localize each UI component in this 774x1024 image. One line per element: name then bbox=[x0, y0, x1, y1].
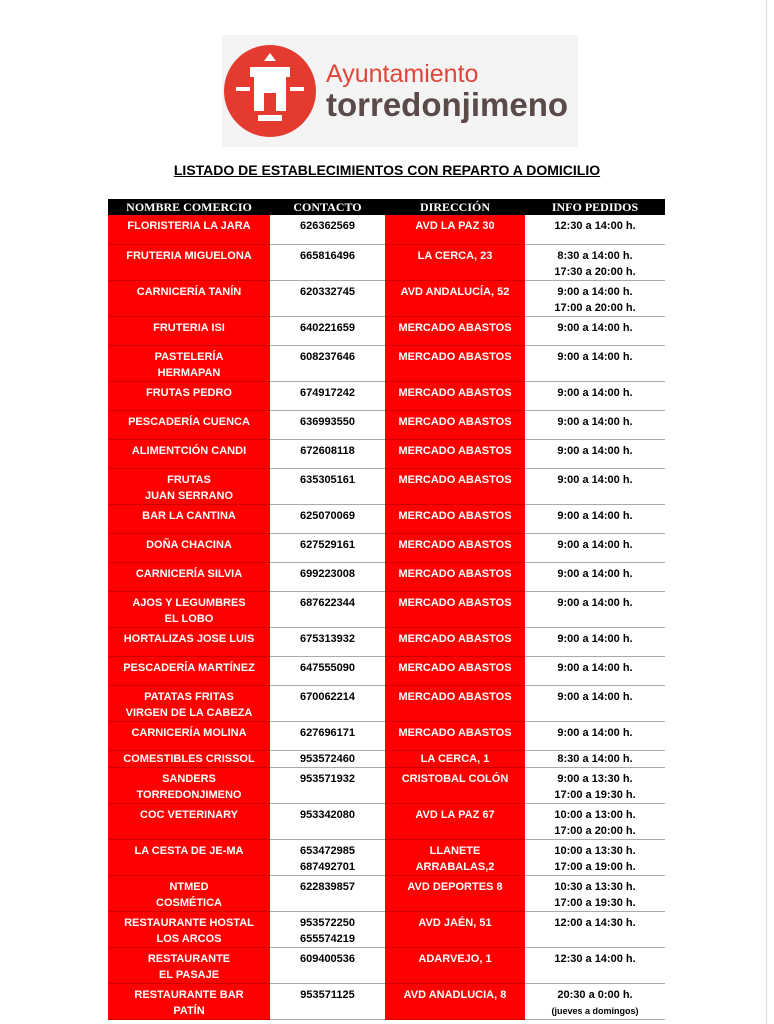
business-name: PASTELERÍA bbox=[154, 350, 224, 363]
business-name-cell bbox=[108, 750, 270, 767]
address-cell bbox=[385, 947, 525, 983]
business-name-cell bbox=[108, 504, 270, 533]
address: MERCADO ABASTOS bbox=[398, 386, 512, 399]
business-name: COSMÉTICA bbox=[156, 896, 222, 909]
table-row bbox=[108, 750, 665, 767]
contact-phone: 670062214 bbox=[299, 690, 356, 703]
business-name: ALIMENTCIÓN CANDI bbox=[131, 444, 247, 457]
contact-phone: 953572460 bbox=[299, 752, 356, 765]
business-name: VIRGEN DE LA CABEZA bbox=[125, 706, 253, 719]
business-name-cell bbox=[108, 875, 270, 911]
order-hours: 9:00 a 14:00 h. bbox=[557, 415, 633, 428]
order-hours: 9:00 a 14:00 h. bbox=[557, 321, 633, 334]
contact-phone: 625070069 bbox=[299, 509, 356, 522]
order-hours-cell bbox=[525, 983, 665, 1019]
order-hours: 9:00 a 14:00 h. bbox=[557, 690, 633, 703]
order-hours: 8:30 a 14:00 h. bbox=[557, 249, 633, 262]
table-row bbox=[108, 316, 665, 345]
business-name: COC VETERINARY bbox=[140, 808, 238, 821]
business-name: CARNICERÍA MOLINA bbox=[131, 726, 247, 739]
business-name: TORREDONJIMENO bbox=[136, 788, 242, 801]
table-row bbox=[108, 533, 665, 562]
address-cell bbox=[385, 767, 525, 803]
address-cell bbox=[385, 345, 525, 381]
address-cell bbox=[385, 381, 525, 410]
table-row bbox=[108, 983, 665, 1019]
contact-phone: 647555090 bbox=[299, 661, 356, 674]
business-name: JUAN SERRANO bbox=[144, 489, 233, 502]
order-hours-cell bbox=[525, 627, 665, 656]
order-hours: 9:00 a 14:00 h. bbox=[557, 596, 633, 609]
address: MERCADO ABASTOS bbox=[398, 726, 512, 739]
page-title: LISTADO DE ESTABLECIMIENTOS CON REPARTO A DOMICILIO bbox=[173, 162, 601, 178]
address: MERCADO ABASTOS bbox=[398, 473, 512, 486]
address-cell bbox=[385, 215, 525, 244]
order-hours: 12:00 a 14:30 h. bbox=[554, 916, 636, 929]
table-row bbox=[108, 803, 665, 839]
order-hours: 12:30 a 14:00 h. bbox=[554, 952, 636, 965]
order-hours: 9:00 a 14:00 h. bbox=[557, 350, 633, 363]
table-row bbox=[108, 468, 665, 504]
business-name: PATÍN bbox=[173, 1004, 205, 1017]
order-hours-cell bbox=[525, 439, 665, 468]
contact-phone: 608237646 bbox=[299, 350, 356, 363]
order-hours-cell bbox=[525, 803, 665, 839]
header-name: NOMBRE COMERCIO bbox=[108, 199, 270, 215]
header-contact: CONTACTO bbox=[270, 199, 385, 215]
table-row bbox=[108, 381, 665, 410]
ayuntamiento-logo bbox=[222, 35, 578, 147]
address: MERCADO ABASTOS bbox=[398, 321, 512, 334]
contact-phone: 953571932 bbox=[299, 772, 356, 785]
business-name-cell bbox=[108, 439, 270, 468]
order-hours: 20:30 a 0:00 h. bbox=[557, 988, 633, 1001]
contact-phone: 675313932 bbox=[299, 632, 356, 645]
address: MERCADO ABASTOS bbox=[398, 596, 512, 609]
contact-phone: 635305161 bbox=[299, 473, 356, 486]
order-hours-cell bbox=[525, 562, 665, 591]
business-name: FLORISTERIA LA JARA bbox=[127, 220, 251, 232]
contact-phone-cell bbox=[270, 439, 385, 468]
address-cell bbox=[385, 983, 525, 1019]
table-row bbox=[108, 685, 665, 721]
address-cell bbox=[385, 685, 525, 721]
address-cell bbox=[385, 439, 525, 468]
table-row bbox=[108, 656, 665, 685]
address-cell bbox=[385, 839, 525, 875]
contact-phone-cell bbox=[270, 875, 385, 911]
order-hours: 17:00 a 20:00 h. bbox=[554, 824, 636, 837]
order-hours: 10:30 a 13:30 h. bbox=[554, 880, 636, 893]
order-hours-cell bbox=[525, 504, 665, 533]
business-name: LA CESTA DE JE-MA bbox=[134, 844, 244, 857]
business-name: FRUTAS bbox=[167, 473, 211, 486]
contact-phone: 687492701 bbox=[299, 860, 356, 873]
contact-phone-cell bbox=[270, 562, 385, 591]
table-row bbox=[108, 627, 665, 656]
business-name: FRUTERIA ISI bbox=[153, 321, 225, 334]
address: MERCADO ABASTOS bbox=[398, 444, 512, 457]
order-hours-cell bbox=[525, 244, 665, 280]
order-hours-cell bbox=[525, 767, 665, 803]
contact-phone: 622839857 bbox=[299, 880, 356, 893]
address-cell bbox=[385, 410, 525, 439]
order-hours-cell bbox=[525, 345, 665, 381]
contact-phone: 653472985 bbox=[299, 844, 356, 857]
contact-phone-cell bbox=[270, 280, 385, 316]
order-hours: 9:00 a 14:00 h. bbox=[557, 444, 633, 457]
table-row bbox=[108, 410, 665, 439]
address: MERCADO ABASTOS bbox=[398, 350, 512, 363]
table-row bbox=[108, 721, 665, 750]
order-hours: 17:00 a 19:30 h. bbox=[554, 896, 636, 909]
contact-phone: 699223008 bbox=[299, 567, 356, 580]
order-hours-cell bbox=[525, 410, 665, 439]
contact-phone-cell bbox=[270, 468, 385, 504]
order-hours: 17:00 a 19:30 h. bbox=[554, 788, 636, 801]
table-row bbox=[108, 345, 665, 381]
order-hours: 9:00 a 14:00 h. bbox=[557, 726, 633, 739]
table-row bbox=[108, 591, 665, 627]
establishments-table bbox=[108, 199, 665, 1020]
order-hours-cell bbox=[525, 215, 665, 244]
business-name: PESCADERÍA MARTÍNEZ bbox=[123, 661, 255, 674]
address-cell bbox=[385, 750, 525, 767]
table-row bbox=[108, 839, 665, 875]
contact-phone-cell bbox=[270, 627, 385, 656]
contact-phone: 953572250 bbox=[299, 916, 356, 929]
table-row bbox=[108, 244, 665, 280]
contact-phone-cell bbox=[270, 504, 385, 533]
contact-phone: 687622344 bbox=[299, 596, 356, 609]
contact-phone: 609400536 bbox=[299, 952, 356, 965]
order-hours: 8:30 a 14:00 h. bbox=[557, 752, 633, 765]
town-seal-icon bbox=[224, 45, 316, 137]
contact-phone-cell bbox=[270, 244, 385, 280]
address: MERCADO ABASTOS bbox=[398, 567, 512, 580]
order-hours: 10:00 a 13:30 h. bbox=[554, 844, 636, 857]
address-cell bbox=[385, 244, 525, 280]
header-address: DIRECCIÓN bbox=[385, 199, 525, 215]
contact-phone-cell bbox=[270, 839, 385, 875]
address: MERCADO ABASTOS bbox=[398, 509, 512, 522]
contact-phone-cell bbox=[270, 750, 385, 767]
address-cell bbox=[385, 533, 525, 562]
business-name: FRUTERIA MIGUELONA bbox=[126, 249, 252, 262]
contact-phone-cell bbox=[270, 983, 385, 1019]
address-cell bbox=[385, 875, 525, 911]
address-cell bbox=[385, 316, 525, 345]
table-row bbox=[108, 504, 665, 533]
order-hours: 9:00 a 14:00 h. bbox=[557, 285, 633, 298]
address: MERCADO ABASTOS bbox=[398, 415, 512, 428]
business-name-cell bbox=[108, 947, 270, 983]
order-hours-cell bbox=[525, 533, 665, 562]
order-hours-cell bbox=[525, 911, 665, 947]
address: LA CERCA, 23 bbox=[417, 249, 493, 262]
business-name-cell bbox=[108, 244, 270, 280]
address-cell bbox=[385, 803, 525, 839]
order-hours-cell bbox=[525, 468, 665, 504]
business-name: BAR LA CANTINA bbox=[142, 509, 236, 522]
contact-phone: 655574219 bbox=[299, 932, 356, 945]
address: MERCADO ABASTOS bbox=[398, 690, 512, 703]
order-hours: (jueves a domingos) bbox=[551, 1005, 639, 1016]
business-name-cell bbox=[108, 591, 270, 627]
contact-phone-cell bbox=[270, 656, 385, 685]
order-hours: 9:00 a 13:30 h. bbox=[557, 772, 633, 785]
order-hours-cell bbox=[525, 591, 665, 627]
order-hours: 17:00 a 19:00 h. bbox=[554, 860, 636, 873]
address: AVD LA PAZ 67 bbox=[415, 808, 495, 821]
business-name-cell bbox=[108, 468, 270, 504]
business-name: PESCADERÍA CUENCA bbox=[128, 415, 250, 428]
business-name: EL LOBO bbox=[164, 612, 214, 625]
address-cell bbox=[385, 627, 525, 656]
order-hours-cell bbox=[525, 839, 665, 875]
address: AVD JAÉN, 51 bbox=[418, 916, 492, 929]
business-name: RESTAURANTE BAR bbox=[134, 988, 244, 1001]
address-cell bbox=[385, 504, 525, 533]
contact-phone-cell bbox=[270, 345, 385, 381]
header-hours: INFO PEDIDOS bbox=[525, 199, 665, 215]
table-header bbox=[108, 199, 665, 215]
order-hours: 17:30 a 20:00 h. bbox=[554, 265, 636, 278]
contact-phone: 953571125 bbox=[300, 988, 355, 1001]
business-name-cell bbox=[108, 983, 270, 1019]
contact-phone-cell bbox=[270, 316, 385, 345]
business-name-cell bbox=[108, 410, 270, 439]
order-hours-cell bbox=[525, 947, 665, 983]
business-name: FRUTAS PEDRO bbox=[146, 386, 232, 399]
order-hours-cell bbox=[525, 381, 665, 410]
address-cell bbox=[385, 911, 525, 947]
business-name-cell bbox=[108, 280, 270, 316]
business-name-cell bbox=[108, 685, 270, 721]
order-hours-cell bbox=[525, 750, 665, 767]
address: ADARVEJO, 1 bbox=[418, 952, 492, 965]
order-hours: 9:00 a 14:00 h. bbox=[557, 509, 633, 522]
order-hours: 9:00 a 14:00 h. bbox=[557, 632, 633, 645]
business-name-cell bbox=[108, 533, 270, 562]
address: AVD DEPORTES 8 bbox=[407, 880, 503, 893]
contact-phone: 627696171 bbox=[299, 726, 356, 739]
contact-phone-cell bbox=[270, 215, 385, 244]
business-name-cell bbox=[108, 562, 270, 591]
business-name: PATATAS FRITAS bbox=[144, 690, 234, 703]
order-hours-cell bbox=[525, 316, 665, 345]
contact-phone: 620332745 bbox=[299, 285, 356, 298]
business-name-cell bbox=[108, 627, 270, 656]
contact-phone: 640221659 bbox=[299, 321, 356, 334]
business-name-cell bbox=[108, 721, 270, 750]
address-cell bbox=[385, 280, 525, 316]
contact-phone-cell bbox=[270, 381, 385, 410]
business-name: AJOS Y LEGUMBRES bbox=[132, 596, 246, 609]
table-row bbox=[108, 562, 665, 591]
business-name: DOÑA CHACINA bbox=[146, 538, 232, 551]
order-hours: 9:00 a 14:00 h. bbox=[557, 538, 633, 551]
address: LLANETE bbox=[429, 844, 481, 857]
order-hours-cell bbox=[525, 721, 665, 750]
business-name-cell bbox=[108, 839, 270, 875]
business-name: RESTAURANTE bbox=[147, 952, 231, 965]
contact-phone-cell bbox=[270, 721, 385, 750]
contact-phone: 626362569 bbox=[299, 220, 356, 232]
order-hours-cell bbox=[525, 280, 665, 316]
contact-phone: 627529161 bbox=[299, 538, 356, 551]
order-hours: 9:00 a 14:00 h. bbox=[557, 473, 633, 486]
order-hours-cell bbox=[525, 685, 665, 721]
address: MERCADO ABASTOS bbox=[398, 661, 512, 674]
business-name: HERMAPAN bbox=[157, 366, 221, 379]
business-name-cell bbox=[108, 316, 270, 345]
table-row bbox=[108, 875, 665, 911]
contact-phone: 953342080 bbox=[299, 808, 356, 821]
order-hours: 9:00 a 14:00 h. bbox=[557, 661, 633, 674]
order-hours-cell bbox=[525, 656, 665, 685]
contact-phone-cell bbox=[270, 947, 385, 983]
contact-phone: 665816496 bbox=[299, 249, 356, 262]
table-row bbox=[108, 439, 665, 468]
business-name: NTMED bbox=[169, 880, 209, 893]
business-name: RESTAURANTE HOSTAL bbox=[124, 916, 254, 929]
business-name: EL PASAJE bbox=[158, 968, 220, 981]
address-cell bbox=[385, 656, 525, 685]
business-name: COMESTIBLES CRISSOL bbox=[123, 752, 255, 765]
business-name-cell bbox=[108, 803, 270, 839]
address-cell bbox=[385, 721, 525, 750]
address: AVD LA PAZ 30 bbox=[415, 220, 495, 232]
business-name-cell bbox=[108, 767, 270, 803]
contact-phone-cell bbox=[270, 911, 385, 947]
table-row bbox=[108, 947, 665, 983]
table-row bbox=[108, 767, 665, 803]
logo-line-2: torredonjimeno bbox=[326, 86, 569, 123]
contact-phone-cell bbox=[270, 685, 385, 721]
contact-phone: 674917242 bbox=[299, 386, 356, 399]
contact-phone-cell bbox=[270, 803, 385, 839]
address: ARRABALAS,2 bbox=[415, 860, 495, 873]
address: MERCADO ABASTOS bbox=[398, 538, 512, 551]
address: AVD ANADLUCIA, 8 bbox=[403, 988, 507, 1001]
business-name: CARNICERÍA TANÍN bbox=[136, 285, 242, 298]
contact-phone-cell bbox=[270, 767, 385, 803]
business-name: CARNICERÍA SILVIA bbox=[135, 567, 243, 580]
order-hours: 9:00 a 14:00 h. bbox=[557, 386, 633, 399]
contact-phone-cell bbox=[270, 410, 385, 439]
table-row bbox=[108, 280, 665, 316]
contact-phone: 672608118 bbox=[300, 444, 355, 457]
business-name-cell bbox=[108, 381, 270, 410]
business-name-cell bbox=[108, 656, 270, 685]
business-name-cell bbox=[108, 345, 270, 381]
business-name-cell bbox=[108, 215, 270, 244]
address: MERCADO ABASTOS bbox=[398, 632, 512, 645]
business-name: SANDERS bbox=[162, 772, 216, 785]
contact-phone-cell bbox=[270, 591, 385, 627]
address-cell bbox=[385, 468, 525, 504]
contact-phone: 636993550 bbox=[299, 415, 356, 428]
address-cell bbox=[385, 591, 525, 627]
order-hours: 12:30 a 14:00 h. bbox=[554, 220, 636, 232]
address: LA CERCA, 1 bbox=[420, 752, 490, 765]
order-hours: 9:00 a 14:00 h. bbox=[557, 567, 633, 580]
order-hours: 10:00 a 13:00 h. bbox=[554, 808, 636, 821]
table-row bbox=[108, 215, 665, 244]
table-row bbox=[108, 911, 665, 947]
address: AVD ANDALUCÍA, 52 bbox=[400, 285, 510, 298]
contact-phone-cell bbox=[270, 533, 385, 562]
business-name: LOS ARCOS bbox=[156, 932, 222, 945]
logo-line-1: Ayuntamiento bbox=[326, 60, 479, 88]
business-name: HORTALIZAS JOSE LUIS bbox=[123, 632, 255, 645]
business-name-cell bbox=[108, 911, 270, 947]
order-hours: 17:00 a 20:00 h. bbox=[554, 301, 636, 314]
order-hours-cell bbox=[525, 875, 665, 911]
address: CRISTOBAL COLÓN bbox=[401, 772, 509, 785]
address-cell bbox=[385, 562, 525, 591]
